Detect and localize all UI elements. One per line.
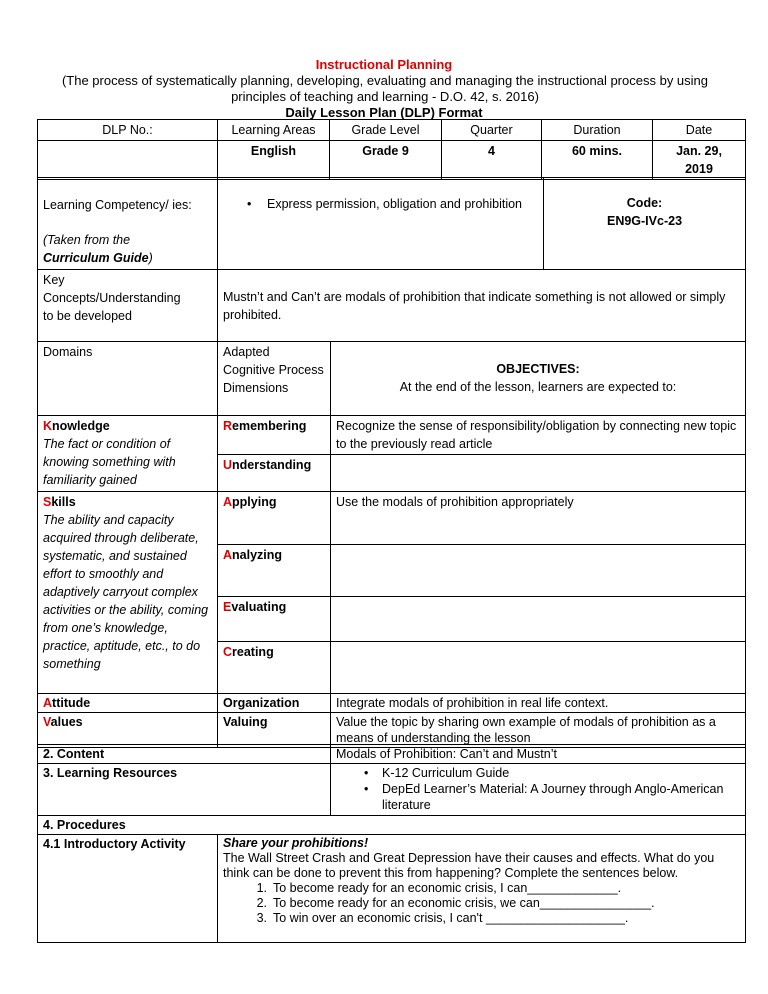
process-applying xyxy=(218,492,331,545)
knowledge-domain xyxy=(38,416,218,492)
objective-creating xyxy=(331,642,746,694)
competency-label: Learning Competency/ ies: xyxy=(43,198,192,212)
duration-label: Duration xyxy=(542,120,653,141)
info-table xyxy=(37,119,746,180)
key-concepts-label-2: Concepts/Understanding xyxy=(43,291,181,305)
sentence-text: To become ready for an economic crisis, we can________________. xyxy=(273,896,655,910)
process-remembering xyxy=(218,416,331,455)
process-header: Adapted Cognitive Process Dimensions xyxy=(218,342,331,416)
key-concepts-table xyxy=(37,269,746,342)
skills-domain xyxy=(38,492,218,694)
analyzing-initial: A xyxy=(223,548,233,562)
content-text: Modals of Prohibition: Can’t and Mustn’t xyxy=(331,745,746,764)
competency-code-cell xyxy=(544,178,746,270)
objective-analyzing xyxy=(331,545,746,597)
resources-label: 3. Learning Resources xyxy=(38,764,331,816)
sentence-num: 3. xyxy=(256,911,267,925)
code-value: EN9G-IVc-23 xyxy=(606,214,683,228)
process-analyzing xyxy=(218,545,331,597)
process-organization: Organization xyxy=(218,694,331,713)
creating-label: reating xyxy=(232,645,274,659)
date-value-line2: 2019 xyxy=(685,162,713,176)
objective-applying: Use the modals of prohibition appropriately xyxy=(331,492,746,545)
intro-activity-label: 4.1 Introductory Activity xyxy=(38,835,218,943)
process-understanding xyxy=(218,455,331,492)
dlp-no-value xyxy=(38,141,218,180)
knowledge-desc: The fact or condition of knowing something with familiarity gained xyxy=(43,437,176,487)
values-domain xyxy=(38,713,218,748)
document-title: Instructional Planning xyxy=(315,57,453,72)
document-subtitle: (The process of systematically planning, developing, evaluating and managing the instructional process by using principles of teaching and learning - D.O. 42, s. 2016) xyxy=(61,73,709,104)
intro-activity-title: Share your prohibitions! xyxy=(223,836,369,850)
resources-list xyxy=(336,765,740,813)
sentence-item xyxy=(223,896,740,911)
resource-item: • DepEd Learner’s Material: A Journey through Anglo-American literature xyxy=(336,781,740,813)
date-value-line1: Jan. 29, xyxy=(676,144,722,158)
process-creating xyxy=(218,642,331,694)
sentence-num: 1. xyxy=(256,881,267,895)
remembering-initial: R xyxy=(223,419,233,433)
objective-understanding xyxy=(331,455,746,492)
objectives-subtitle: At the end of the lesson, learners are expected to: xyxy=(399,380,677,394)
key-concepts-text-value: Mustn’t and Can’t are modals of prohibition that indicate something is not allowed or simply prohibited. xyxy=(223,290,726,322)
date-label: Date xyxy=(653,120,746,141)
duration-value: 60 mins. xyxy=(542,141,653,180)
code-label: Code: xyxy=(626,196,663,210)
quarter-value: 4 xyxy=(442,141,542,180)
attitude-domain xyxy=(38,694,218,713)
sentence-num: 2. xyxy=(256,896,267,910)
attitude-initial: A xyxy=(43,696,53,710)
sentence-list xyxy=(223,881,740,926)
grade-level-label: Grade Level xyxy=(330,120,442,141)
objective-organization: Integrate modals of prohibition in real life context. xyxy=(331,694,746,713)
intro-activity-text: The Wall Street Crash and Great Depression have their causes and effects. What do you think can be done to prevent this from happening? Complete the sentences below. xyxy=(223,851,715,880)
format-title: Daily Lesson Plan (DLP) Format xyxy=(285,105,483,120)
values-initial: V xyxy=(43,715,51,729)
learning-area-value: English xyxy=(218,141,330,180)
resource-item: • K-12 Curriculum Guide xyxy=(336,765,740,781)
competency-label-cell xyxy=(38,178,218,270)
knowledge-label: nowledge xyxy=(52,419,110,433)
applying-initial: A xyxy=(223,495,233,509)
sentence-text: To become ready for an economic crisis, I can_____________. xyxy=(273,881,622,895)
sentence-item xyxy=(223,881,740,896)
process-valuing: Valuing xyxy=(218,713,331,748)
understanding-label: nderstanding xyxy=(232,458,312,472)
key-concepts-label-1: Key xyxy=(43,273,65,287)
objective-valuing: Value the topic by sharing own example of modals of prohibition as a means of understanding the lesson xyxy=(331,713,746,748)
skills-initial: S xyxy=(43,495,52,509)
analyzing-label: nalyzing xyxy=(232,548,283,562)
dlp-no-label: DLP No.: xyxy=(38,120,218,141)
objective-remembering: Recognize the sense of responsibility/obligation by connecting new topic to the previously read article xyxy=(331,416,746,455)
objective-evaluating xyxy=(331,597,746,642)
sentence-text: To win over an economic crisis, I can't ____________________. xyxy=(273,911,629,925)
content-label: 2. Content xyxy=(38,745,331,764)
key-concepts-text xyxy=(218,270,746,342)
competency-note-prefix: (Taken from the xyxy=(43,233,131,247)
process-evaluating xyxy=(218,597,331,642)
key-concepts-label-3: to be developed xyxy=(43,309,132,323)
quarter-label: Quarter xyxy=(442,120,542,141)
domains-table xyxy=(37,341,746,748)
competency-item-cell xyxy=(218,178,544,270)
knowledge-initial: K xyxy=(43,419,53,433)
competency-note xyxy=(43,231,212,267)
key-concepts-label xyxy=(38,270,218,342)
evaluating-label: valuating xyxy=(231,600,287,614)
date-value xyxy=(653,141,746,180)
sentence-item xyxy=(223,911,740,926)
competency-item: • Express permission, obligation and prohibition xyxy=(223,196,538,212)
intro-activity-cell xyxy=(218,835,746,943)
skills-desc: The ability and capacity acquired through deliberate, systematic, and sustained effort to smoothly and adaptively carryout complex activities or the ability, coming from one’s knowledge, practice, aptitude, etc., to do something xyxy=(43,513,209,671)
values-label: alues xyxy=(50,715,83,729)
competency-note-bold: Curriculum Guide xyxy=(43,251,149,265)
competency-table xyxy=(37,177,746,270)
skills-label: kills xyxy=(51,495,76,509)
attitude-label: ttitude xyxy=(52,696,91,710)
evaluating-initial: E xyxy=(223,600,232,614)
resources-cell xyxy=(331,764,746,816)
grade-level-value: Grade 9 xyxy=(330,141,442,180)
content-table xyxy=(37,744,746,943)
applying-label: pplying xyxy=(232,495,277,509)
objectives-title: OBJECTIVES: xyxy=(496,362,580,376)
domains-label: Domains xyxy=(38,342,218,416)
remembering-label: emembering xyxy=(232,419,307,433)
objectives-header xyxy=(331,342,746,416)
understanding-initial: U xyxy=(223,458,233,472)
learning-areas-label: Learning Areas xyxy=(218,120,330,141)
creating-initial: C xyxy=(223,645,233,659)
procedures-label: 4. Procedures xyxy=(38,816,746,835)
competency-note-suffix: ) xyxy=(148,251,153,265)
